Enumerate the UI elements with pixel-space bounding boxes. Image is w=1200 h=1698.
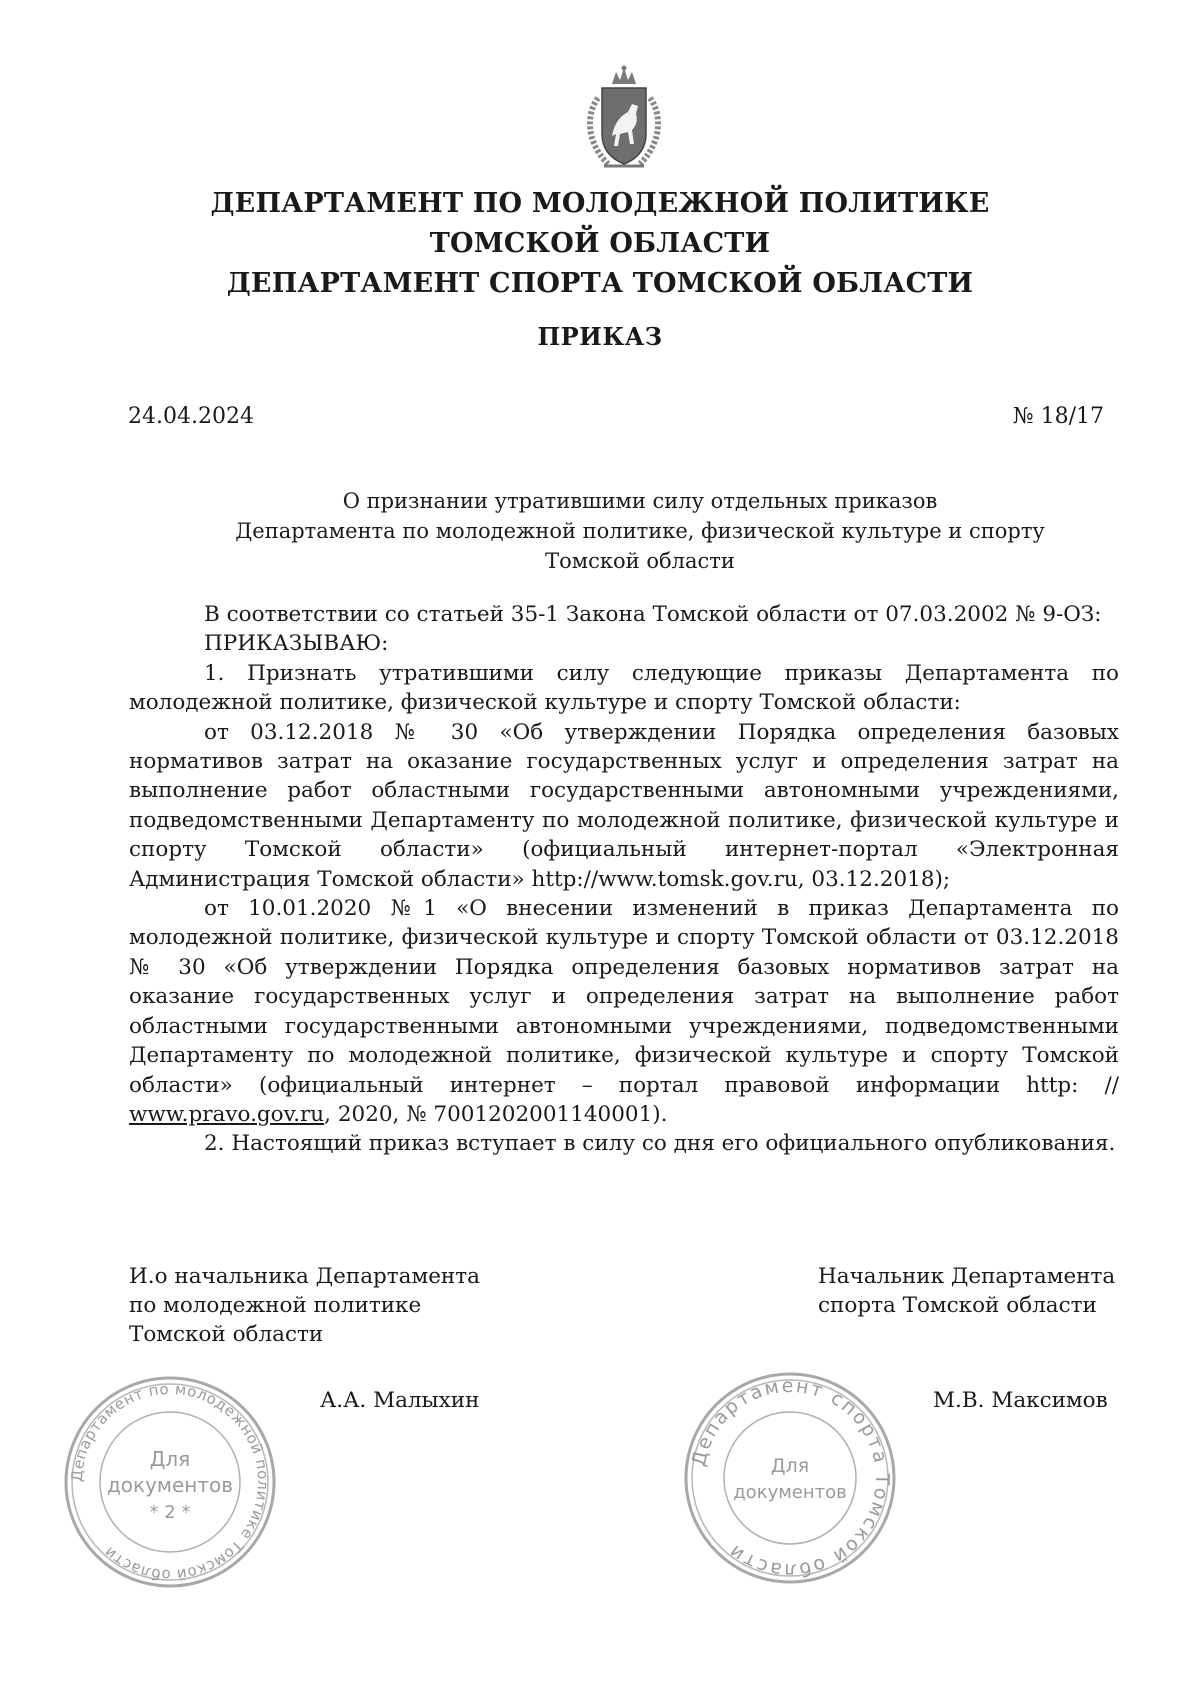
department-header: [0, 184, 1200, 304]
seal-center-text: документов: [106, 1473, 234, 1497]
seal-ring-text: Департамент по молодежной политике Томской области: [67, 1379, 273, 1585]
seal-center-text: * 2 *: [149, 1502, 191, 1523]
paragraph-item-2: 2. Настоящий приказ вступает в силу со дня его официального опубликования.: [204, 1131, 1116, 1157]
paragraph-order-word: ПРИКАЗЫВАЮ:: [204, 631, 389, 657]
order-date: 24.04.2024: [128, 404, 254, 429]
order-title: ПРИКАЗ: [537, 322, 663, 351]
order-number: № 18/17: [1012, 404, 1104, 429]
subject-line: Томской области: [545, 549, 735, 573]
signatory-name-right: М.В. Максимов: [933, 1388, 1108, 1413]
paragraph-order-2020: [129, 894, 1119, 1129]
header-line: ТОМСКОЙ ОБЛАСТИ: [429, 228, 771, 259]
position-line: спорта Томской области: [818, 1293, 1097, 1318]
coat-of-arms-emblem: [568, 64, 680, 176]
seal-center-text: Для: [149, 1447, 191, 1471]
subject-line: Департамента по молодежной политике, физической культуре и спорту: [235, 519, 1045, 543]
svg-text:Департамент спорта Томской обл: [688, 1375, 893, 1581]
stamp-seal-left: [60, 1372, 280, 1592]
signature-right-position: [818, 1262, 1138, 1320]
stamp-seal-right: [680, 1368, 900, 1588]
position-line: Томской области: [129, 1322, 324, 1347]
seal-ring-text: Департамент спорта Томской области: [687, 1374, 894, 1582]
signatory-name-left: А.А. Малыхин: [320, 1388, 480, 1413]
paragraph-item-1: 1. Признать утратившими силу следующие приказы Департамента по молодежной политике, физической культуре и спорту Томской области:: [129, 660, 1119, 716]
header-line: ДЕПАРТАМЕНТ СПОРТА ТОМСКОЙ ОБЛАСТИ: [226, 268, 974, 299]
signature-left-position: [129, 1262, 529, 1349]
subject-line: О признании утратившими силу отдельных приказов: [342, 489, 938, 513]
paragraph-order-2018: от 03.12.2018 № 30 «Об утверждении Порядка определения базовых нормативов затрат на оказание государственных услуг и определения затрат на выполнение работ областными государственными автономными учреждениями, подведомственными Департаменту по молодежной политике, физической культуре и спорту Томской области» (официальный интернет-портал «Электронная Администрация Томской области» http://www.tomsk.gov.ru, 03.12.2018);: [129, 719, 1119, 892]
paragraph-text: от 10.01.2020 №1 «О внесении изменений в приказ Департамента по молодежной политике, физической культуре и спорту Томской области от 03.12.2018 № 30 «Об утверждении Порядка определения базовых нормативов затрат на оказание государственных услуг и определения затрат на выполнение работ областными государственными автономными учреждениями, подведомственными Департаменту по молодежной политике, физической культуре и спорту Томской области» (официальный интернет – портал правовой информации http: //: [129, 896, 1119, 1098]
paragraph-text: , 2020, № 7001202001140001).: [324, 1101, 668, 1127]
position-line: И.о начальника Департамента: [129, 1264, 480, 1289]
paragraph-legal-basis: В соответствии со статьей 35-1 Закона Томской области от 07.03.2002 № 9-ОЗ:: [204, 602, 1102, 627]
seal-center-text: Для: [770, 1455, 810, 1477]
header-line: ДЕПАРТАМЕНТ ПО МОЛОДЕЖНОЙ ПОЛИТИКЕ: [210, 188, 990, 219]
position-line: Начальник Департамента: [818, 1264, 1116, 1289]
seal-center-text: документов: [733, 1482, 847, 1503]
order-body: [129, 600, 1119, 1159]
pravo-gov-link[interactable]: www.pravo.gov.ru: [129, 1101, 325, 1127]
order-subject: [160, 486, 1120, 576]
position-line: по молодежной политике: [129, 1293, 422, 1318]
